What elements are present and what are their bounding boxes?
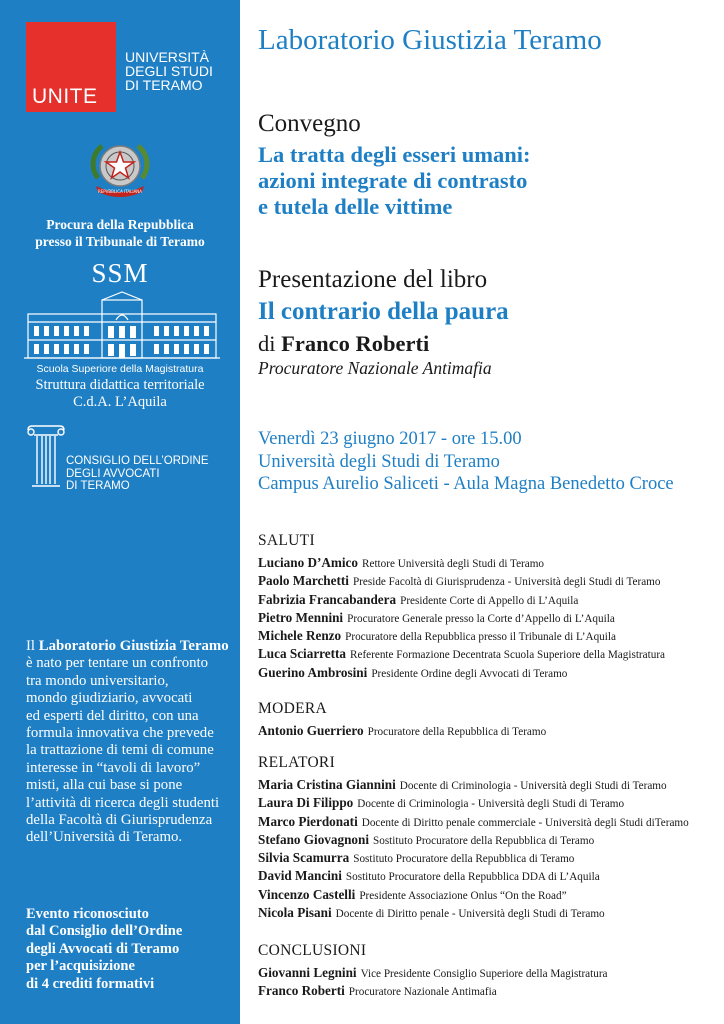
ionic-column-icon [26,424,66,488]
description-line: l’attività di ricerca degli studenti [26,794,220,811]
speaker-name: David Mancini [258,868,342,884]
credits-note [26,906,230,993]
section-heading-conclusioni: CONCLUSIONI [258,942,367,959]
section-heading-saluti: SALUTI [258,532,315,549]
event-room: Campus Aurelio Saliceti - Aula Magna Benedetto Croce [258,474,674,494]
speaker-name: Michele Renzo [258,628,342,644]
university-name [125,50,235,92]
convegno-label: Convegno [258,110,361,137]
speaker-row [258,849,718,867]
italian-republic-emblem-icon [86,138,154,204]
speaker-role: Presidente Ordine degli Avvocati di Teramo [371,667,568,680]
speaker-row [258,664,718,682]
procura-name [0,216,240,250]
coa-line: DEGLI AVVOCATI [66,467,160,480]
coa-line: CONSIGLIO DELL’ORDINE [66,455,209,467]
speaker-name: Stefano Giovagnoni [258,831,370,847]
page-title: Laboratorio Giustizia Teramo [258,24,602,56]
speaker-row [258,794,718,812]
speaker-role: Procuratore della Repubblica presso il Tribunale di L’Aquila [345,631,616,644]
ssm-structure-line: Struttura didattica territoriale [35,377,205,393]
credits-note-line: Evento riconosciuto [26,906,149,922]
university-name-line: DI TERAMO [125,77,203,93]
speaker-list-modera [258,722,718,740]
description-line: la trattazione di temi di comune [26,742,214,759]
credits-note-line: dal Consiglio dell’Ordine [26,923,183,940]
book-author-role: Procuratore Nazionale Antimafia [258,358,492,378]
procura-line: presso il Tribunale di Teramo [35,234,205,249]
coa-line: DI TERAMO [66,480,130,492]
speaker-role: Sostituto Procuratore della Repubblica di Teramo [373,834,595,847]
unite-logo [26,22,116,112]
section-heading-modera: MODERA [258,700,327,717]
speaker-name: Laura Di Filippo [258,795,354,811]
speaker-role: Procuratore Nazionale Antimafia [348,986,497,999]
convegno-title-line: e tutela delle vittime [258,194,453,219]
speaker-name: Pietro Mennini [258,609,344,625]
section-heading-relatori: RELATORI [258,754,336,771]
description-line: dell’Università di Teramo. [26,829,183,846]
description-line: tra mondo universitario, [26,672,169,689]
book-label: Presentazione del libro [258,266,488,293]
event-date: Venerdì 23 giugno 2017 - ore 15.00 [258,429,522,449]
book-title: Il contrario della paura [258,298,509,325]
event-details [258,428,718,496]
speaker-role: Docente di Diritto penale commerciale - Università degli Studi diTeramo [361,816,689,829]
description-line: ed esperti del diritto, con una [26,707,199,724]
event-venue: Università degli Studi di Teramo [258,451,500,472]
speaker-name: Antonio Guerriero [258,723,364,738]
speaker-row [258,831,718,849]
credits-note-line: degli Avvocati di Teramo [26,940,180,957]
convegno-title-line: azioni integrate di contrasto [258,168,528,193]
university-name-line: UNIVERSITÀ [125,49,210,65]
ssm-structure-line: C.d.A. L’Aquila [73,394,167,410]
ssm-school-name: Scuola Superiore della Magistratura [36,363,204,375]
procura-line: Procura della Repubblica [46,217,194,232]
speaker-role: Referente Formazione Decentrata Scuola Superiore della Magistratura [350,649,666,662]
speaker-role: Presidente Associazione Onlus “On the Road” [359,889,567,902]
description-line: formula innovativa che prevede [26,725,214,742]
speaker-name: Marco Pierdonati [258,813,358,829]
speaker-role: Docente di Criminologia - Università degli Studi di Teramo [399,780,667,792]
coa-name [66,455,238,493]
description-line: mondo giudiziario, avvocati [26,690,193,707]
speaker-row [258,609,718,627]
description-line: è nato per tentare un confronto [26,655,209,672]
laboratorio-description [26,638,230,847]
speaker-row [258,554,718,572]
speaker-name: Maria Cristina Giannini [258,777,396,792]
speaker-name: Luca Sciarretta [258,646,347,662]
speaker-name: Paolo Marchetti [258,573,349,589]
description-lead: Il [26,638,39,654]
ssm-structure [0,377,240,411]
speaker-role: Rettore Università degli Studi di Teramo [362,558,545,570]
speaker-list-saluti [258,554,718,682]
speaker-row [258,904,718,922]
credits-note-line: di 4 crediti formativi [26,975,155,992]
description-line: misti, alla cui base si pone [26,777,183,794]
description-line: della Facoltà di Giurisprudenza [26,812,213,829]
university-name-line: DEGLI STUDI [125,63,213,79]
speaker-row [258,722,718,740]
speaker-role: Sostituto Procuratore della Repubblica DDA di L’Aquila [345,871,600,884]
convegno-title [258,142,718,220]
speaker-row [258,982,718,1000]
credits-note-line: per l’acquisizione [26,958,135,975]
speaker-name: Fabrizia Francabandera [258,591,397,607]
speaker-row [258,591,718,609]
ssm-title: SSM [91,258,149,288]
book-author-name: Franco Roberti [281,331,430,356]
speaker-row [258,867,718,885]
speaker-name: Giovanni Legnini [258,965,357,980]
speaker-role: Procuratore Generale presso la Corte d’Appello di L’Aquila [347,612,615,625]
speaker-role: Docente di Criminologia - Università degli Studi di Teramo [357,798,625,811]
speaker-name: Vincenzo Castelli [258,886,356,902]
speaker-row [258,572,718,590]
speaker-name: Silvia Scamurra [258,850,350,866]
speaker-role: Presidente Corte di Appello di L’Aquila [400,594,579,607]
speaker-row [258,627,718,645]
ssm-building-icon [24,290,220,362]
speaker-row [258,645,718,663]
book-author [258,331,429,357]
speaker-name: Nicola Pisani [258,905,332,921]
speaker-row [258,776,718,794]
speaker-row [258,886,718,904]
convegno-title-line: La tratta degli esseri umani: [258,142,531,167]
book-author-prefix: di [258,331,282,356]
description-line: interesse in “tavoli di lavoro” [26,759,201,776]
speaker-list-relatori [258,776,718,922]
speaker-role: Preside Facoltà di Giurisprudenza - Università degli Studi di Teramo [352,576,661,589]
speaker-role: Vice Presidente Consiglio Superiore della Magistratura [360,968,608,980]
speaker-row [258,964,718,982]
sidebar [0,0,240,1024]
description-bold: Laboratorio Giustizia Teramo [38,638,229,654]
unite-logo-text: UNITE [32,85,98,108]
speaker-role: Sostituto Procuratore della Repubblica di Teramo [353,853,575,866]
speaker-name: Luciano D’Amico [258,555,359,570]
speaker-role: Procuratore della Repubblica di Teramo [367,726,547,738]
speaker-name: Franco Roberti [258,983,345,999]
speaker-role: Docente di Diritto penale - Università degli Studi di Teramo [335,908,605,921]
description-line [26,638,230,655]
speaker-list-conclusioni [258,964,718,1001]
speaker-row [258,813,718,831]
speaker-name: Guerino Ambrosini [258,664,368,680]
svg-text:REPVBBLICA ITALIANA: REPVBBLICA ITALIANA [97,189,143,194]
